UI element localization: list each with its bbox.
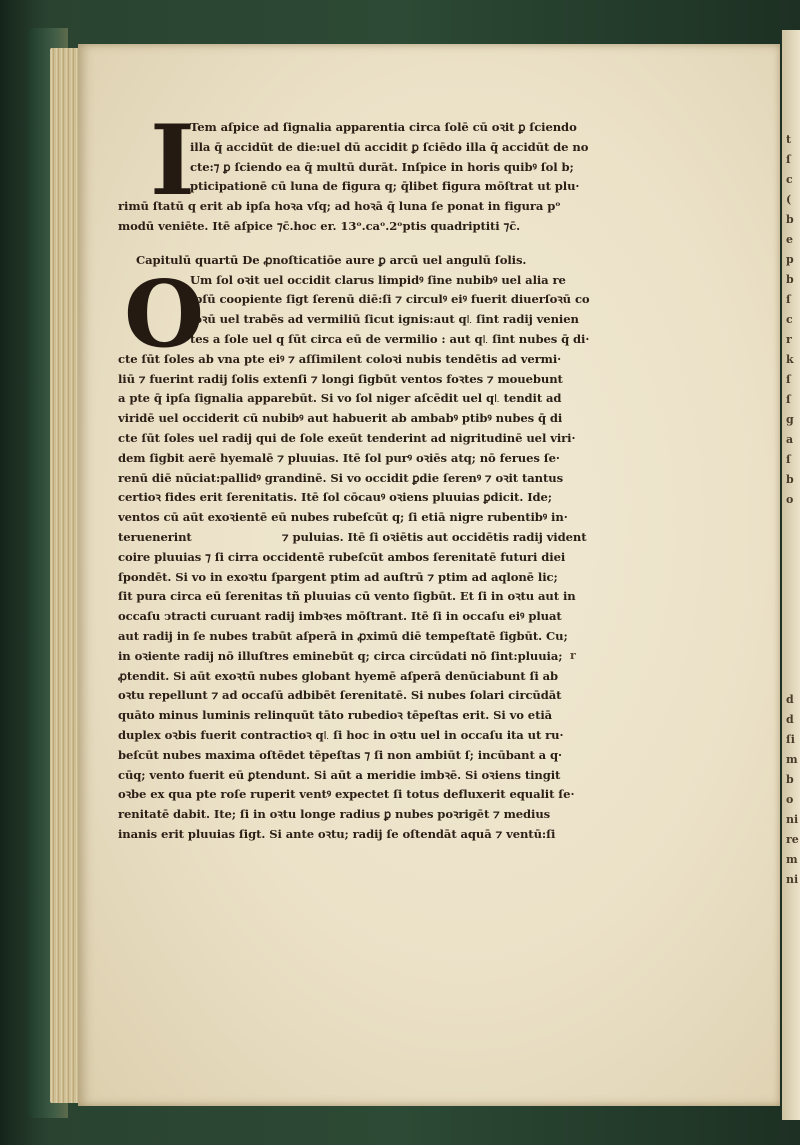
adjacent-page-letter: re bbox=[786, 833, 799, 846]
adjacent-page-letter: ſ bbox=[786, 293, 791, 306]
adjacent-page-letter: m bbox=[786, 853, 798, 866]
initial-letter-i: I bbox=[150, 104, 195, 217]
text-line: teruenerint bbox=[118, 529, 192, 544]
text-line: ipſū coopiente ſigt ſerenū diē:ſi ⁊ circulꝰ eiꝰ fuerit diuerſoꝛū co bbox=[190, 292, 590, 307]
adjacent-page-letter: a bbox=[786, 433, 794, 446]
adjacent-page-letter: p bbox=[786, 253, 794, 266]
text-line: ſpondēt. Si vo in exoꝛtu ſpargent ptim ad auſtrū ⁊ ptim ad aqlonē lic; bbox=[118, 569, 558, 584]
adjacent-page-letter: t bbox=[786, 133, 792, 146]
text-line: certioꝛ fides erit ſerenitatis. Itē ſol cōcauꝰ oꝛiens pluuias ꝑdicit. Ide; bbox=[118, 490, 552, 505]
text-line: occaſu ↄtracti curuant radij imbꝛes mōſtrant. Itē ſi in occaſu eiꝰ pluat bbox=[118, 609, 562, 624]
adjacent-page-letter: g bbox=[786, 413, 794, 426]
adjacent-page-letter: d bbox=[786, 713, 794, 726]
text-line: cte:⁊ ꝑ ſciendo ea q̄ multū durāt. Inſpice in horis quibꝰ ſol b; bbox=[190, 159, 574, 174]
text-line: aut radij in ſe nubes trabūt aſperā in ꝓximū diē tempeſtatē ſigbūt. Cu; bbox=[118, 628, 568, 643]
text-line: loꝛū uel trabēs ad vermiliū ſicut ignis:aut q꜑ ſint radij venien bbox=[190, 312, 579, 327]
text-line: ⁊ puluias. Itē ſi oꝛiētis aut occidētis radij vident bbox=[282, 529, 587, 544]
text-line: cūq; vento fuerit eū ꝑtendunt. Si aūt a meridie imbꝛē. Si oꝛiens tingit bbox=[118, 767, 561, 782]
text-line: Um ſol oꝛit uel occidit clarus limpidꝰ ſine nubibꝰ uel alia re bbox=[190, 272, 566, 287]
adjacent-page-letter: e bbox=[786, 233, 793, 246]
text-line: inanis erit pluuias ſigt. Si ante oꝛtu; radij ſe oſtendāt aquā ⁊ ventū:ſi bbox=[118, 826, 556, 841]
adjacent-page-letter: d bbox=[786, 693, 794, 706]
initial-letter-o: O bbox=[124, 259, 205, 368]
adjacent-page-letter: o bbox=[786, 793, 794, 806]
text-line: renitatē dabit. Ite; ſi in oꝛtu longe radius ꝑ nubes poꝛrigēt ⁊ medius bbox=[118, 807, 551, 822]
adjacent-page-letter: ſ bbox=[786, 393, 791, 406]
adjacent-page-letter: c bbox=[786, 313, 793, 326]
text-line: ꝓtendit. Si aūt exoꝛtū nubes globant hyemē aſperā denūciabunt ſi ab bbox=[118, 668, 559, 683]
adjacent-page-letter: ſi bbox=[786, 733, 795, 746]
adjacent-page-letter: m bbox=[786, 753, 798, 766]
adjacent-page-letter: r bbox=[786, 333, 792, 346]
adjacent-page-letter: b bbox=[786, 473, 794, 486]
text-line: a pte q̄ ipſa ſignalia apparebūt. Si vo ſol niger aſcēdit uel q꜑ tendit ad bbox=[118, 391, 562, 406]
chapter-heading: Capitulū quartū De ꝓnoſticatiōe aure ꝑ arcū uel angulū ſolis. bbox=[136, 252, 527, 267]
page-text bbox=[118, 104, 696, 845]
paragraph-intro bbox=[118, 104, 696, 237]
adjacent-page-letter: ( bbox=[786, 193, 792, 206]
adjacent-page-letter: c bbox=[786, 173, 793, 186]
margin-mark: r bbox=[570, 649, 576, 662]
text-line: oꝛbe ex qua pte roſe ruperit ventꝰ expectet ſi totus defluxerit equalit ſe· bbox=[118, 787, 575, 802]
text-line: cte ſūt ſoles uel radij qui de ſole exeūt tenderint ad nigritudinē uel viri· bbox=[118, 430, 576, 445]
adjacent-page-letter: ſ bbox=[786, 373, 791, 386]
text-line: pticipationē cū luna de figura q; q̄libet figura mōſtrat ut plu· bbox=[190, 179, 580, 194]
text-line: rimū ſtatū q erit ab ipſa hoꝛa vſq; ad hoꝛā q̄ luna ſe ponat in figura pᵒ bbox=[118, 199, 561, 214]
adjacent-page-letter: b bbox=[786, 273, 794, 286]
adjacent-page-letter: ni bbox=[786, 813, 799, 826]
adjacent-page-letter: b bbox=[786, 213, 794, 226]
text-line: tes a ſole uel q ſūt circa eū de vermilio : aut q꜑ ſint nubes q̄ di· bbox=[190, 331, 590, 346]
text-line: dem ſigbit aerē hyemalē ⁊ pluuias. Itē ſol purꝰ oꝛiēs atq; nō ferues ſe· bbox=[118, 450, 560, 465]
adjacent-page-letter: b bbox=[786, 773, 794, 786]
adjacent-page-letter: ſ bbox=[786, 153, 791, 166]
text-line: duplex oꝛbis fuerit contractioꝛ q꜑ ſi hoc in oꝛtu uel in occaſu ita ut ru· bbox=[118, 727, 564, 742]
text-line: liū ⁊ fuerint radij ſolis extenſi ⁊ longi ſigbūt ventos foꝛtes ⁊ mouebunt bbox=[118, 371, 563, 386]
text-line: renū diē nūciat:pallidꝰ grandinē. Si vo occidit ꝑdie ſerenꝰ ⁊ oꝛit tantus bbox=[118, 470, 563, 485]
adjacent-page-letter: k bbox=[786, 353, 794, 366]
text-line: coire pluuias ⁊ ſi cirra occidentē rubeſcūt ambos ſerenitatē futuri diei bbox=[118, 549, 566, 564]
text-line: Tem aſpice ad ſignalia apparentia circa ſolē cū oꝛit ꝑ ſciendo bbox=[190, 120, 577, 134]
text-line: cte ſūt ſoles ab vna pte eiꝰ ⁊ aſſimilent coloꝛi nubis tendētis ad vermi· bbox=[118, 351, 562, 366]
text-line: beſcūt nubes maxima oſtēdet tēpeſtas ⁊ ſi non ambiūt ſ; incūbant a q· bbox=[118, 747, 562, 762]
adjacent-page-letter: ni bbox=[786, 873, 799, 886]
text-line: in oꝛiente radij nō illuſtres eminebūt q; circa circūdati nō ſint:pluuia; bbox=[118, 648, 563, 663]
adjacent-page bbox=[782, 30, 800, 1120]
adjacent-page-letter: o bbox=[786, 493, 794, 506]
text-line: illa q̄ accidūt de die:uel dū accidit ꝑ ſciēdo illa q̄ accidūt de no bbox=[190, 139, 589, 154]
text-line: oꝛtu repellunt ⁊ ad occaſū adbibēt ſerenitatē. Si nubes ſolari circūdāt bbox=[118, 688, 562, 703]
adjacent-page-letter: ſ bbox=[786, 453, 791, 466]
adjacent-page-text-upper bbox=[786, 130, 800, 510]
text-line: quāto minus luminis relinquūt tāto rubedioꝛ tēpeſtas erit. Si vo etiā bbox=[118, 708, 553, 723]
text-line: viridē uel occiderit cū nubibꝰ aut habuerit ab ambabꝰ ptibꝰ nubes q̄ di bbox=[118, 411, 563, 426]
text-line: ventos cū aūt exoꝛientē eū nubes rubeſcūt q; ſi etiā nigre rubentibꝰ in· bbox=[118, 510, 568, 525]
text-line: ſit pura circa eū ſerenitas tñ pluuias cū vento ſigbūt. Et ſi in oꝛtu aut in bbox=[118, 589, 576, 604]
text-line: modū veniēte. Itē aſpice ⁊c̄.hoc er. 13ᵒ.caᵒ.2ᵒptis quadriptiti ⁊c̄. bbox=[118, 218, 521, 233]
adjacent-page-text-lower bbox=[786, 690, 800, 890]
